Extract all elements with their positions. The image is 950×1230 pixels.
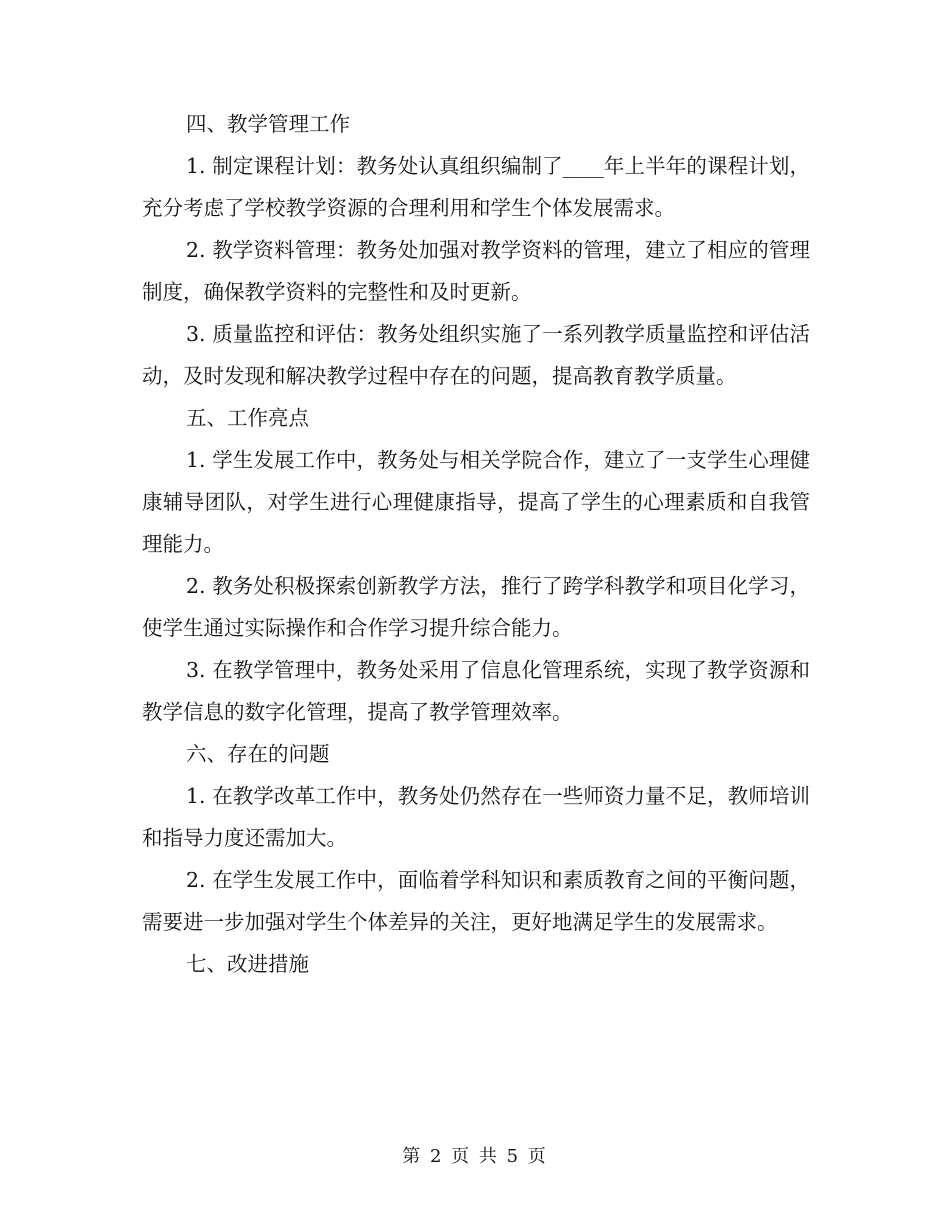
section-heading-improvements: 七、改进措施 <box>186 952 309 976</box>
paragraph-highlight-information-system: 3. 在教学管理中，教务处采用了信息化管理系统，实现了教学资源和教学信息的数字化管理，提高了教学管理效率。 <box>142 658 810 724</box>
paragraph-course-plan: 1. 制定课程计划：教务处认真组织编制了____年上半年的课程计划，充分考虑了学校教学资源的合理利用和学生个体发展需求。 <box>142 154 810 220</box>
section-heading-highlights: 五、工作亮点 <box>186 406 309 430</box>
page-number-footer: 第 2 页 共 5 页 <box>402 1146 548 1167</box>
paragraph-highlight-teaching-methods: 2. 教务处积极探索创新教学方法，推行了跨学科教学和项目化学习，使学生通过实际操作和合作学习提升综合能力。 <box>142 574 810 640</box>
paragraph-materials-management: 2. 教学资料管理：教务处加强对教学资料的管理，建立了相应的管理制度，确保教学资料的完整性和及时更新。 <box>142 238 810 304</box>
paragraph-highlight-student-development: 1. 学生发展工作中，教务处与相关学院合作，建立了一支学生心理健康辅导团队，对学生进行心理健康指导，提高了学生的心理素质和自我管理能力。 <box>142 448 810 556</box>
section-heading-teaching-management: 四、教学管理工作 <box>186 112 350 136</box>
paragraph-quality-monitoring: 3. 质量监控和评估：教务处组织实施了一系列教学质量监控和评估活动，及时发现和解决教学过程中存在的问题，提高教育教学质量。 <box>142 322 810 388</box>
paragraph-problem-teaching-reform: 1. 在教学改革工作中，教务处仍然存在一些师资力量不足，教师培训和指导力度还需加大。 <box>142 784 810 850</box>
section-heading-problems: 六、存在的问题 <box>186 742 330 766</box>
document-body <box>142 103 810 985</box>
paragraph-problem-student-development: 2. 在学生发展工作中，面临着学科知识和素质教育之间的平衡问题，需要进一步加强对学生个体差异的关注，更好地满足学生的发展需求。 <box>142 868 810 934</box>
